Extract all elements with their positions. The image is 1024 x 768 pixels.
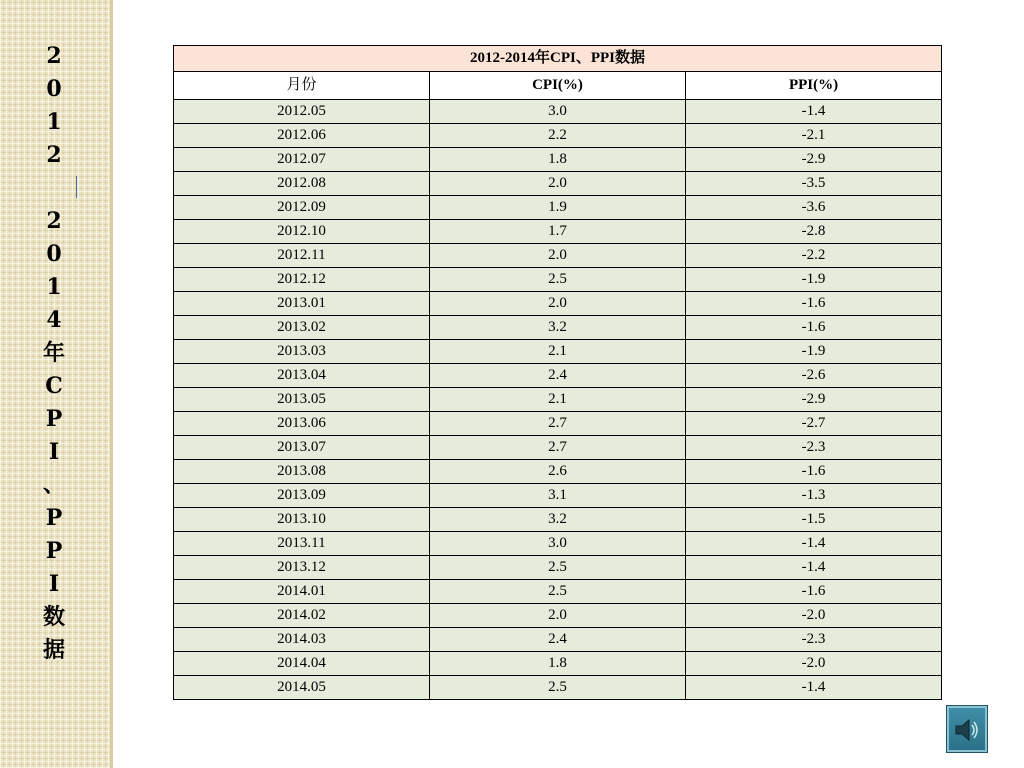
- cell-ppi: -2.0: [686, 652, 942, 676]
- cell-cpi: 1.7: [430, 220, 686, 244]
- table-row: [174, 148, 942, 172]
- cpi-ppi-table: [173, 45, 942, 700]
- cell-ppi: -2.8: [686, 220, 942, 244]
- cell-month: 2012.09: [174, 196, 430, 220]
- table-row: [174, 268, 942, 292]
- table-header-row: [174, 72, 942, 100]
- cell-month: 2012.10: [174, 220, 430, 244]
- table-body: [174, 100, 942, 700]
- cell-month: 2012.05: [174, 100, 430, 124]
- column-header-month: 月份: [174, 72, 430, 100]
- table-row: [174, 364, 942, 388]
- cell-month: 2013.03: [174, 340, 430, 364]
- title-char: 据: [42, 637, 65, 663]
- cell-month: 2014.05: [174, 676, 430, 700]
- cell-ppi: -2.3: [686, 436, 942, 460]
- cell-ppi: -2.9: [686, 388, 942, 412]
- cell-cpi: 2.7: [430, 436, 686, 460]
- cell-month: 2014.04: [174, 652, 430, 676]
- table-row: [174, 100, 942, 124]
- cell-ppi: -1.4: [686, 100, 942, 124]
- cell-cpi: 1.8: [430, 148, 686, 172]
- cell-cpi: 2.5: [430, 556, 686, 580]
- cell-ppi: -1.4: [686, 532, 942, 556]
- cell-ppi: -2.3: [686, 628, 942, 652]
- title-char: 2: [46, 208, 62, 234]
- cell-month: 2012.08: [174, 172, 430, 196]
- table-row: [174, 388, 942, 412]
- title-char: 2: [46, 43, 62, 69]
- cell-ppi: -1.4: [686, 556, 942, 580]
- title-char: 1: [46, 274, 62, 300]
- table-row: [174, 316, 942, 340]
- cell-ppi: -1.4: [686, 676, 942, 700]
- cell-month: 2013.07: [174, 436, 430, 460]
- table-row: [174, 460, 942, 484]
- cell-ppi: -1.6: [686, 292, 942, 316]
- table-row: [174, 676, 942, 700]
- title-char: C: [45, 373, 63, 399]
- cell-cpi: 1.9: [430, 196, 686, 220]
- cell-cpi: 2.4: [430, 628, 686, 652]
- cell-cpi: 2.6: [430, 460, 686, 484]
- cell-ppi: -2.0: [686, 604, 942, 628]
- table-row: [174, 628, 942, 652]
- cell-cpi: 3.2: [430, 508, 686, 532]
- cell-ppi: -1.9: [686, 340, 942, 364]
- cell-month: 2013.05: [174, 388, 430, 412]
- table-row: [174, 580, 942, 604]
- cpi-ppi-table-container: [173, 45, 941, 700]
- cell-cpi: 1.8: [430, 652, 686, 676]
- cell-ppi: -1.6: [686, 460, 942, 484]
- cell-cpi: 2.4: [430, 364, 686, 388]
- table-row: [174, 508, 942, 532]
- title-char: P: [45, 538, 63, 564]
- vertical-slide-title: [28, 40, 80, 663]
- table-row: [174, 340, 942, 364]
- title-char: 2: [46, 142, 62, 168]
- table-row: [174, 652, 942, 676]
- table-row: [174, 412, 942, 436]
- table-title-row: [174, 46, 942, 72]
- cell-month: 2013.01: [174, 292, 430, 316]
- cell-cpi: 2.1: [430, 388, 686, 412]
- title-char: 0: [46, 241, 62, 267]
- cell-month: 2012.06: [174, 124, 430, 148]
- cell-month: 2013.04: [174, 364, 430, 388]
- column-header-cpi: CPI(%): [430, 72, 686, 100]
- cell-month: 2013.10: [174, 508, 430, 532]
- cell-ppi: -1.9: [686, 268, 942, 292]
- cell-cpi: 2.1: [430, 340, 686, 364]
- table-row: [174, 604, 942, 628]
- cell-ppi: -1.6: [686, 580, 942, 604]
- title-char: I: [48, 439, 60, 465]
- cell-month: 2013.09: [174, 484, 430, 508]
- title-char: 1: [46, 109, 62, 135]
- table-title: 2012-2014年CPI、PPI数据: [174, 46, 942, 72]
- cell-ppi: -2.6: [686, 364, 942, 388]
- title-char: 年: [42, 340, 65, 366]
- cell-cpi: 3.1: [430, 484, 686, 508]
- cell-ppi: -2.1: [686, 124, 942, 148]
- cell-month: 2014.03: [174, 628, 430, 652]
- table-row: [174, 532, 942, 556]
- column-header-ppi: PPI(%): [686, 72, 942, 100]
- cell-cpi: 3.2: [430, 316, 686, 340]
- speaker-icon: [952, 715, 982, 745]
- table-row: [174, 484, 942, 508]
- cell-ppi: -2.7: [686, 412, 942, 436]
- cell-cpi: 2.0: [430, 292, 686, 316]
- cell-cpi: 2.0: [430, 244, 686, 268]
- table-row: [174, 244, 942, 268]
- cell-cpi: 2.2: [430, 124, 686, 148]
- table-row: [174, 220, 942, 244]
- sound-button[interactable]: [946, 705, 988, 753]
- cell-month: 2013.11: [174, 532, 430, 556]
- cell-month: 2012.12: [174, 268, 430, 292]
- table-row: [174, 172, 942, 196]
- title-divider: [28, 172, 80, 205]
- cell-cpi: 2.7: [430, 412, 686, 436]
- cell-ppi: -2.9: [686, 148, 942, 172]
- cell-ppi: -1.5: [686, 508, 942, 532]
- title-char: P: [45, 406, 63, 432]
- cell-ppi: -1.6: [686, 316, 942, 340]
- cell-cpi: 2.5: [430, 268, 686, 292]
- title-char: 数: [42, 604, 65, 630]
- cell-ppi: -1.3: [686, 484, 942, 508]
- cell-month: 2014.01: [174, 580, 430, 604]
- cell-month: 2013.08: [174, 460, 430, 484]
- cell-month: 2013.02: [174, 316, 430, 340]
- cell-cpi: 2.5: [430, 580, 686, 604]
- title-char: 0: [46, 76, 62, 102]
- cell-cpi: 3.0: [430, 100, 686, 124]
- title-char: P: [45, 505, 63, 531]
- cell-ppi: -3.5: [686, 172, 942, 196]
- cell-month: 2012.07: [174, 148, 430, 172]
- cell-ppi: -3.6: [686, 196, 942, 220]
- cell-month: 2013.06: [174, 412, 430, 436]
- cell-ppi: -2.2: [686, 244, 942, 268]
- table-row: [174, 196, 942, 220]
- table-row: [174, 292, 942, 316]
- title-char: I: [48, 571, 60, 597]
- title-char: 、: [42, 472, 65, 498]
- table-row: [174, 124, 942, 148]
- cell-cpi: 3.0: [430, 532, 686, 556]
- cell-month: 2013.12: [174, 556, 430, 580]
- table-row: [174, 436, 942, 460]
- cell-month: 2012.11: [174, 244, 430, 268]
- cell-month: 2014.02: [174, 604, 430, 628]
- cell-cpi: 2.0: [430, 604, 686, 628]
- cell-cpi: 2.0: [430, 172, 686, 196]
- table-row: [174, 556, 942, 580]
- cell-cpi: 2.5: [430, 676, 686, 700]
- title-char: 4: [46, 307, 62, 333]
